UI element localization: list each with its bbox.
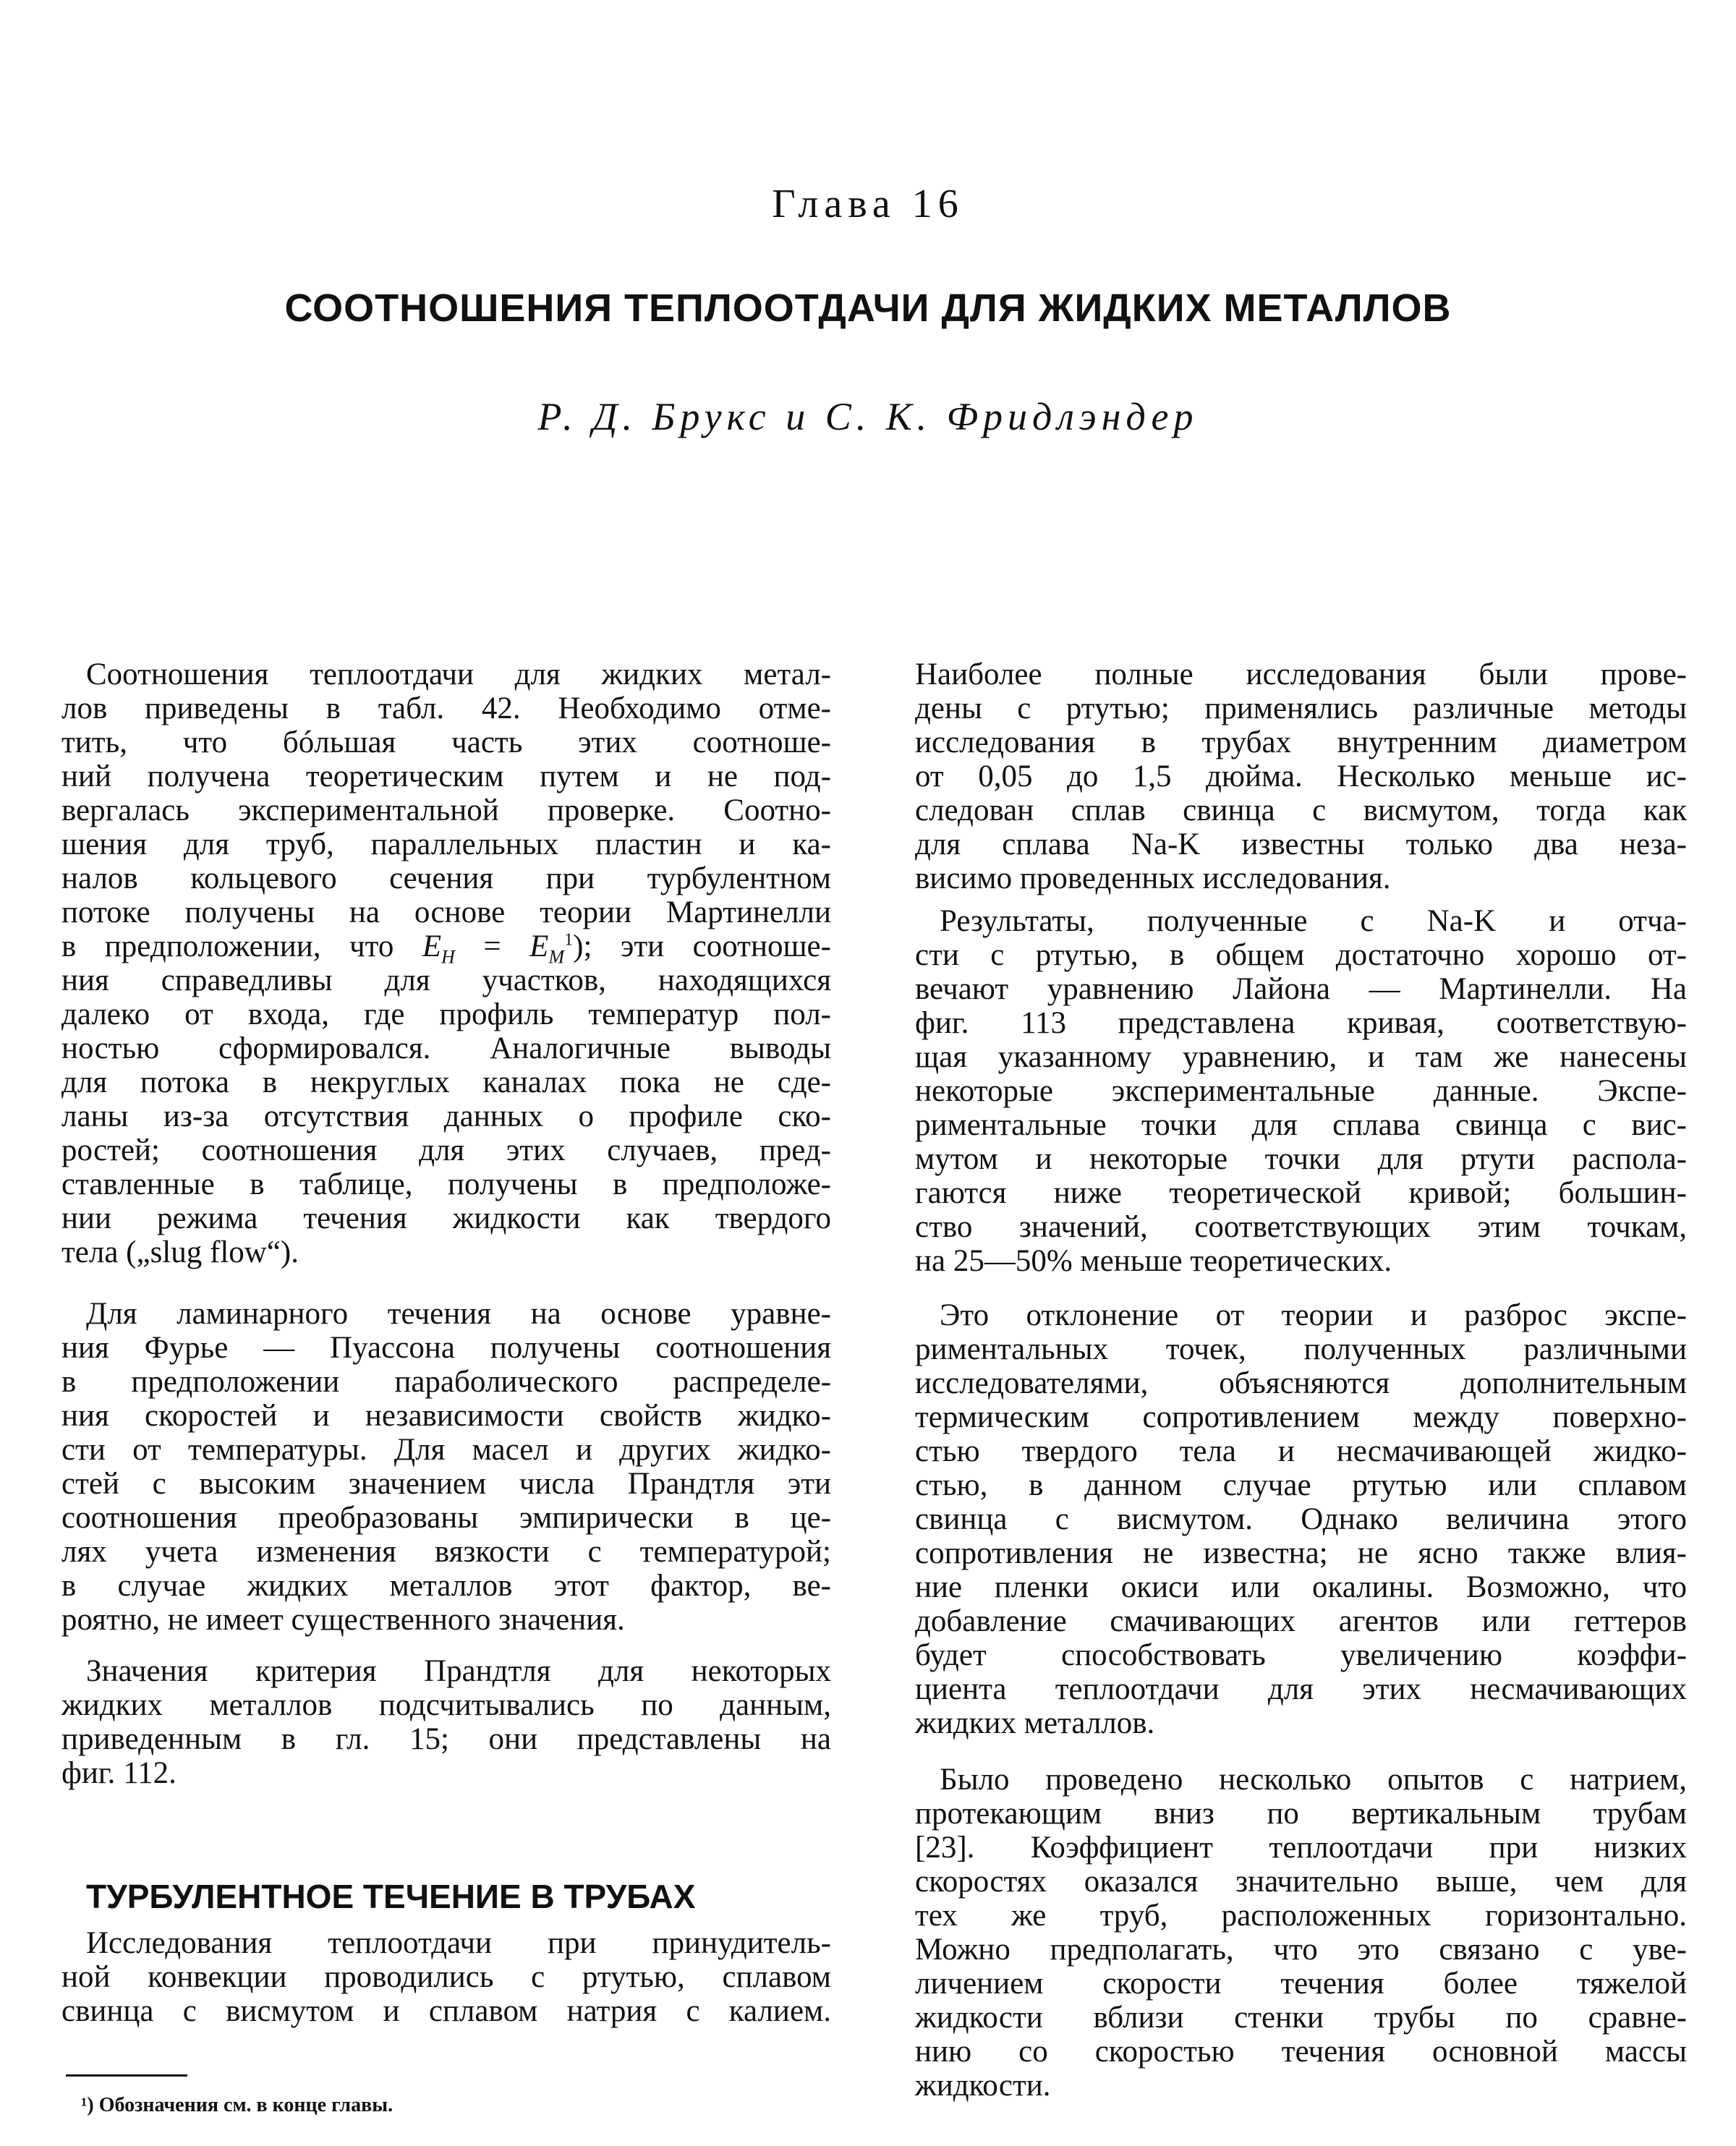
text-line: в предположении параболического распределе- <box>61 1365 831 1399</box>
text-line: мутом и некоторые точки для ртути распола- <box>915 1142 1687 1176</box>
text-line: тить, что бóльшая часть этих соотноше- <box>61 725 831 759</box>
text-line: жидких металлов подсчитывались по данным, <box>61 1688 831 1722</box>
formula-subscript: M <box>548 946 565 968</box>
text-line: ния Фурье — Пуассона получены соотношения <box>61 1331 831 1365</box>
formula-subscript: H <box>441 946 455 968</box>
text-line: Значения критерия Прандтля для некоторых <box>86 1654 831 1688</box>
text-line: риментальные точки для сплава свинца с вис- <box>915 1108 1687 1142</box>
text-line: стью твердого тела и несмачивающей жидко- <box>915 1434 1687 1468</box>
chapter-title: СООТНОШЕНИЯ ТЕПЛООТДАЧИ ДЛЯ ЖИДКИХ МЕТАЛЛОВ <box>284 286 1452 330</box>
text-line: риментальных точек, полученных различными <box>915 1332 1687 1366</box>
paragraph <box>61 1297 831 1637</box>
text-line: ной конвекции проводились с ртутью, сплавом <box>61 1960 831 1994</box>
text-line: термическим сопротивлением между поверхно- <box>915 1400 1687 1434</box>
text-line: следован сплав свинца с висмутом, тогда как <box>915 793 1687 827</box>
text-line: Соотношения теплоотдачи для жидких метал- <box>86 657 831 691</box>
text-line: Для ламинарного течения на основе уравне- <box>86 1297 831 1331</box>
text-line: протекающим вниз по вертикальным трубам <box>915 1797 1687 1831</box>
text-line: ство значений, соответствующих этим точкам, <box>915 1210 1687 1244</box>
text-line: свинца с висмутом и сплавом натрия с калием. <box>61 1994 831 2028</box>
text-line: Было проведено несколько опытов с натрием, <box>940 1763 1687 1797</box>
text-line: налов кольцевого сечения при турбулентном <box>61 861 831 895</box>
text-line: циента теплоотдачи для этих несмачивающих <box>915 1672 1687 1706</box>
text-line: приведенным в гл. 15; они представлены на <box>61 1722 831 1756</box>
text-line: лях учета изменения вязкости с температурой; <box>61 1535 831 1569</box>
text-line: нию со скоростью течения основной массы <box>915 2035 1687 2069</box>
text-line: от 0,05 до 1,5 дюйма. Несколько меньше ис- <box>915 759 1687 793</box>
text-fragment: = <box>454 929 530 963</box>
text-line: ностью сформировался. Аналогичные выводы <box>61 1031 831 1065</box>
text-line: в случае жидких металлов этот фактор, ве- <box>61 1569 831 1603</box>
text-line: дены с ртутью; применялись различные методы <box>915 691 1687 725</box>
text-line: Это отклонение от теории и разброс экспе- <box>940 1298 1687 1332</box>
text-line: жидкости вблизи стенки трубы по сравне- <box>915 2001 1687 2035</box>
text-line: жидких металлов. <box>915 1706 1155 1740</box>
text-line: ний получена теоретическим путем и не под- <box>61 759 831 793</box>
paragraph <box>61 1926 831 2028</box>
text-line: для сплава Na-K известны только два неза- <box>915 827 1687 861</box>
text-line <box>61 929 831 968</box>
text-line: личением скорости течения более тяжелой <box>915 1967 1687 2001</box>
text-fragment: ); эти соотноше- <box>573 929 831 963</box>
text-line: стей с высоким значением числа Прандтля эти <box>61 1467 831 1501</box>
text-line: ростей; соотношения для этих случаев, пред- <box>61 1133 831 1167</box>
text-line: роятно, не имеет существенного значения. <box>61 1603 625 1637</box>
paragraph <box>915 1763 1687 2103</box>
paragraph <box>61 657 831 1269</box>
text-line: некоторые экспериментальные данные. Экспе- <box>915 1074 1687 1108</box>
text-line: Можно предполагать, что это связано с уве- <box>915 1933 1687 1967</box>
text-line: сти от температуры. Для масел и других жидко- <box>61 1433 831 1467</box>
text-line: сти с ртутью, в общем достаточно хорошо от- <box>915 938 1687 972</box>
text-line: нии режима течения жидкости как твердого <box>61 1201 831 1235</box>
paragraph <box>61 1654 831 1790</box>
text-line: вечают уравнению Лайона — Мартинелли. На <box>915 972 1687 1006</box>
text-line: соотношения преобразованы эмпирически в це- <box>61 1501 831 1535</box>
paragraph <box>915 657 1687 895</box>
text-line: на 25—50% меньше теоретических. <box>915 1244 1392 1278</box>
formula-symbol: E <box>529 929 549 963</box>
paragraph <box>915 904 1687 1278</box>
text-line: лов приведены в табл. 42. Необходимо отме- <box>61 691 831 725</box>
text-line: Исследования теплоотдачи при принудитель- <box>86 1926 831 1960</box>
text-line: для потока в некруглых каналах пока не сде- <box>61 1065 831 1099</box>
text-line: ланы из-за отсутствия данных о профиле ско- <box>61 1099 831 1133</box>
footnote-ref: 1 <box>564 930 574 950</box>
text-line: потоке получены на основе теории Мартинелли <box>61 895 831 929</box>
text-line: жидкости. <box>915 2069 1051 2103</box>
text-line: ния скоростей и независимости свойств жидко- <box>61 1399 831 1433</box>
text-line: тех же труб, расположенных горизонтально. <box>915 1899 1687 1933</box>
text-fragment: в предположении, что <box>61 929 422 963</box>
text-line: далеко от входа, где профиль температур пол- <box>61 997 831 1031</box>
text-line: скоростях оказался значительно выше, чем для <box>915 1865 1687 1899</box>
paragraph <box>915 1298 1687 1740</box>
text-line: висимо проведенных исследования. <box>915 861 1391 895</box>
text-line: стью, в данном случае ртутью или сплавом <box>915 1468 1687 1502</box>
chapter-authors: Р. Д. Брукс и С. К. Фридлэндер <box>537 395 1199 438</box>
text-line: исследования в трубах внутренним диаметром <box>915 725 1687 759</box>
text-line: тела („slug flow“). <box>61 1235 299 1269</box>
formula-symbol: E <box>422 929 442 963</box>
text-line: Результаты, полученные с Na-K и отча- <box>940 904 1687 938</box>
text-line: [23]. Коэффициент теплоотдачи при низких <box>915 1831 1687 1865</box>
text-line: гаются ниже теоретической кривой; большин- <box>915 1176 1687 1210</box>
section-heading: ТУРБУЛЕНТНОЕ ТЕЧЕНИЕ В ТРУБАХ <box>86 1878 696 1915</box>
text-line: свинца с висмутом. Однако величина этого <box>915 1502 1687 1536</box>
text-line: щая указанному уравнению, и там же нанесены <box>915 1040 1687 1074</box>
text-line: Наиболее полные исследования были прове- <box>915 657 1687 691</box>
text-line: фиг. 113 представлена кривая, соответствую- <box>915 1006 1687 1040</box>
text-line: ние пленки окиси или окалины. Возможно, что <box>915 1570 1687 1604</box>
text-line: шения для труб, параллельных пластин и ка- <box>61 827 831 861</box>
text-line: будет способствовать увеличению коэффи- <box>915 1638 1687 1672</box>
chapter-number: Глава 16 <box>772 182 964 226</box>
text-line: ставленные в таблице, получены в предположе- <box>61 1167 831 1201</box>
footnote-divider <box>66 2074 187 2077</box>
text-line: ния справедливы для участков, находящихся <box>61 963 831 997</box>
text-line: вергалась экспериментальной проверке. Соотно- <box>61 793 831 827</box>
footnote: ¹) Обозначения см. в конце главы. <box>81 2094 393 2116</box>
text-line: исследователями, объясняются дополнительным <box>915 1366 1687 1400</box>
text-line: сопротивления не известна; не ясно также влия- <box>915 1536 1687 1570</box>
text-line: добавление смачивающих агентов или геттеров <box>915 1604 1687 1638</box>
text-line: фиг. 112. <box>61 1756 176 1790</box>
